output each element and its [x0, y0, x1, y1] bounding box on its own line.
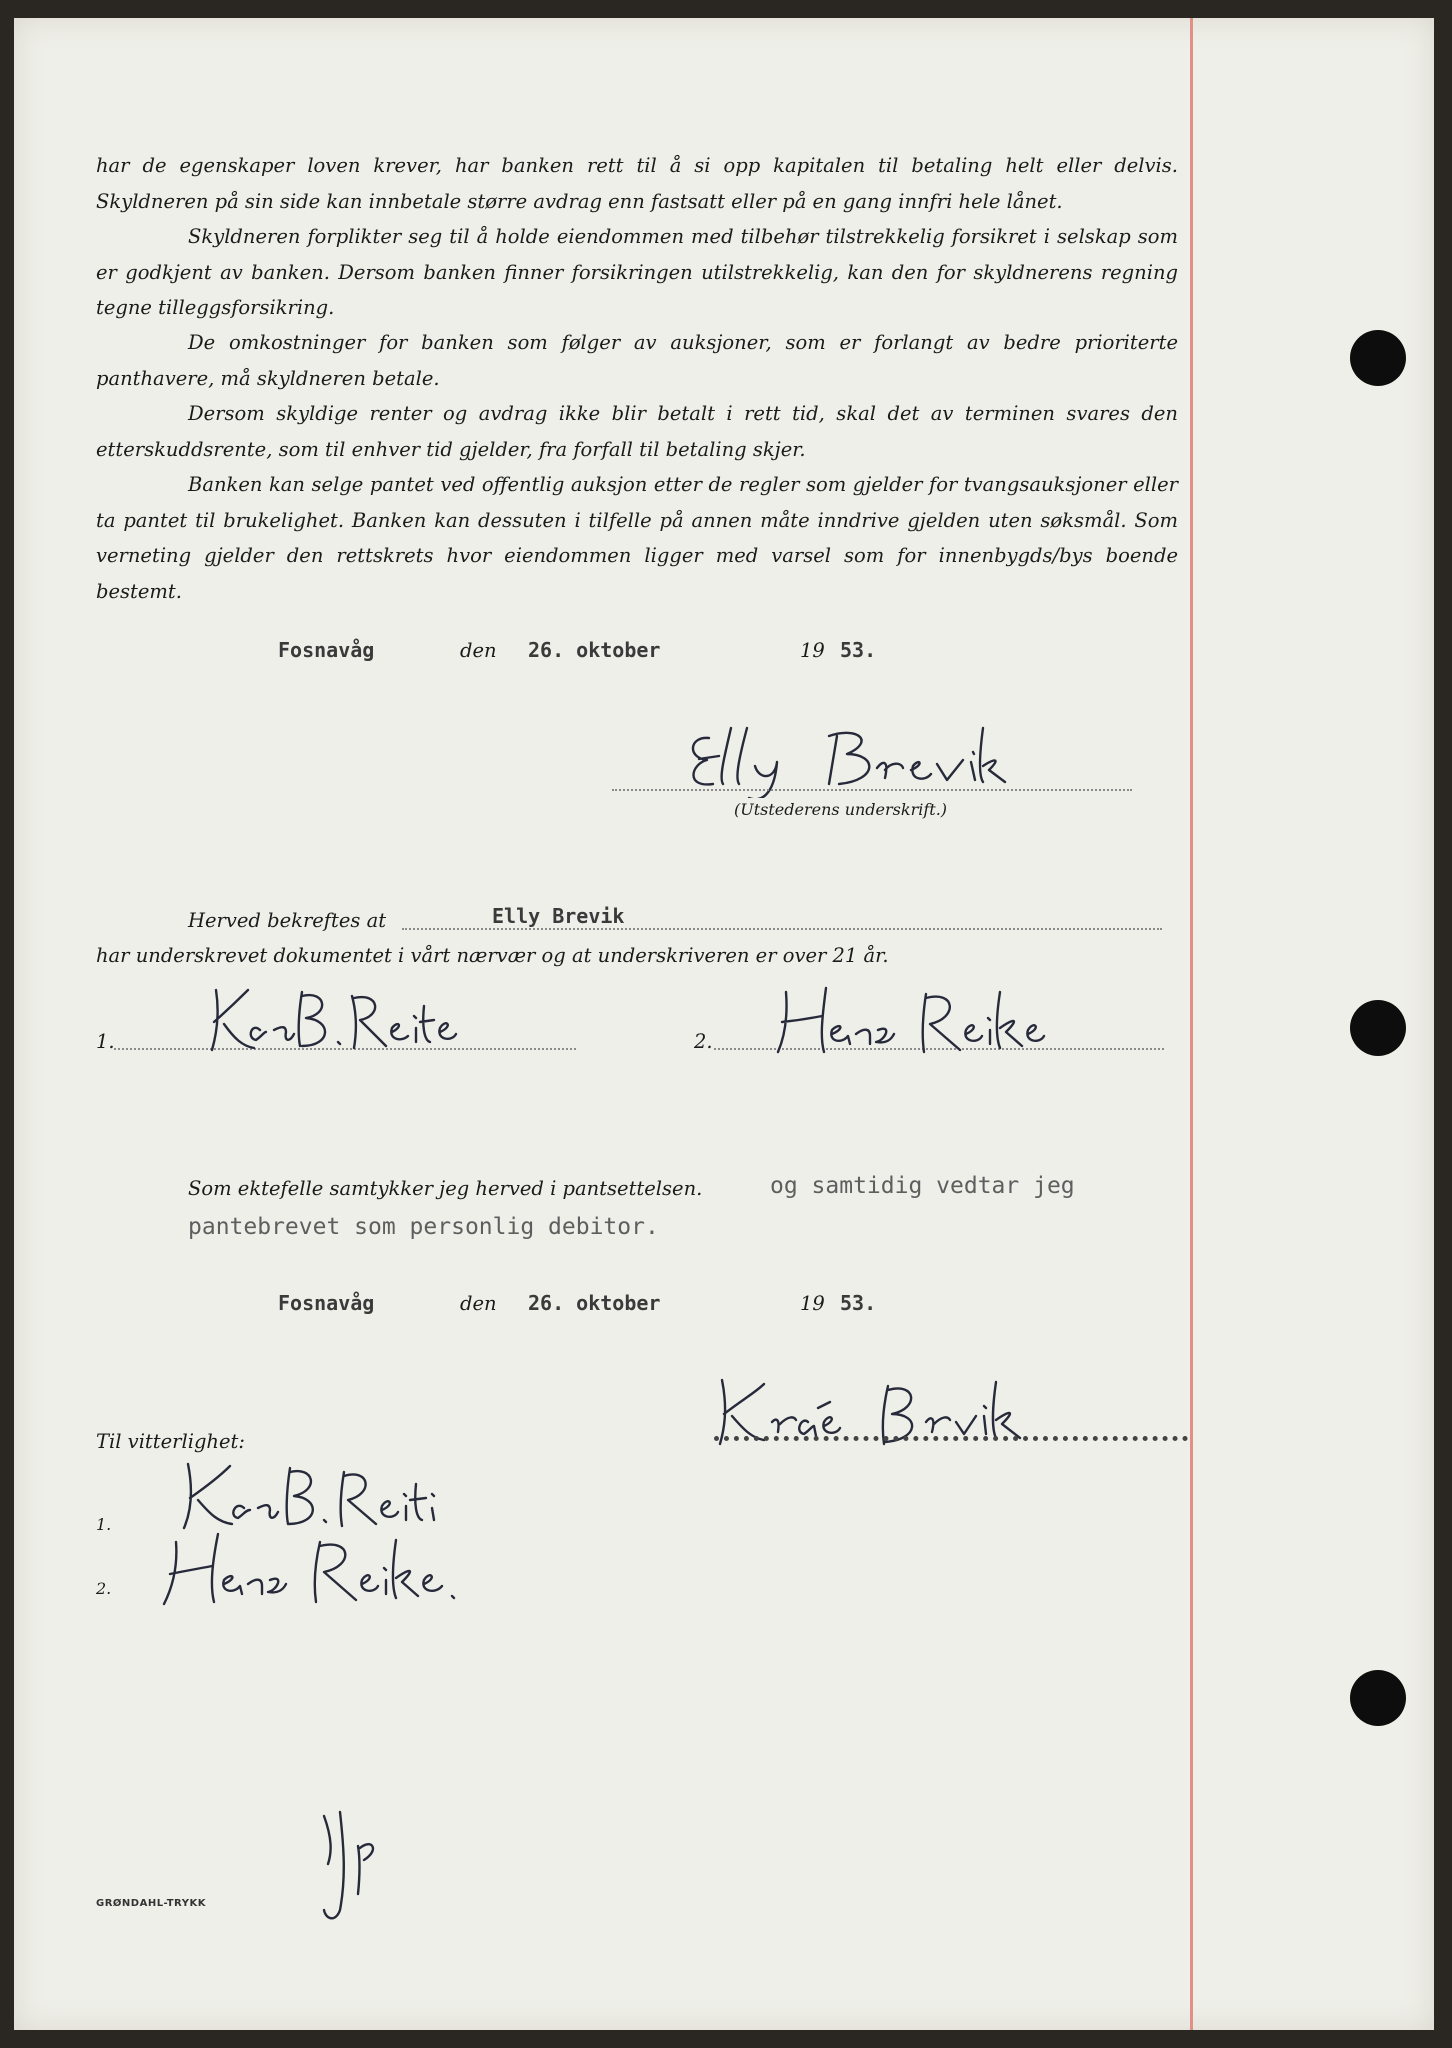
year-prefix-2: 19: [800, 1292, 825, 1315]
punch-hole: [1350, 1000, 1406, 1056]
issuer-signature: [679, 718, 1129, 798]
issuer-signature-line: [612, 789, 1132, 791]
spouse-consent-printed: Som ektefelle samtykker jeg herved i pantsettelsen.: [188, 1177, 703, 1200]
witness-2-number: 2.: [694, 1030, 713, 1053]
confirmed-name: Elly Brevik: [492, 904, 625, 928]
punch-hole: [1350, 330, 1406, 386]
date-2: 26. oktober: [528, 1291, 661, 1315]
witness-number-2: 2.: [96, 1579, 112, 1598]
initials-mark: [306, 1798, 426, 1928]
year-suffix-1: 53.: [840, 638, 877, 662]
witness-signature-2: [152, 1522, 512, 1612]
witnesses-label: Til vitterlighet:: [96, 1430, 245, 1453]
spouse-signature-line: [714, 1436, 1188, 1441]
confirmation-statement: har underskrevet dokumentet i vårt nærvær og at underskriveren er over 21 år.: [96, 944, 889, 967]
confirmation-name-line: [402, 928, 1162, 930]
issuer-signature-caption: (Utstederens underskrift.): [734, 800, 948, 819]
paragraph-costs: De omkostninger for banken som følger av auksjoner, som er forlangt av bedre prioriterte panthavere, må skyldneren betale.: [96, 331, 1178, 390]
paragraph-auction: Banken kan selge pantet ved offentlig auksjon etter de regler som gjelder for tvangsauksjoner eller ta pantet til brukelighet. Banken kan dessuten i tilfelle på annen måte inndrive gjelden uten søksmål. Som verneting gjelder den rettskrets hvor eiendommen ligger med varsel som for innenbygds/bys boende bestemt.: [96, 473, 1178, 603]
paragraph-terms: har de egenskaper loven krever, har banken rett til å si opp kapitalen til betaling helt eller delvis. Skyldneren på sin side kan innbetale større avdrag enn fastsatt eller på en gang innfri hele lånet.: [96, 154, 1178, 213]
spouse-consent-typed-1: og samtidig vedtar jeg: [770, 1173, 1075, 1199]
red-margin-line: [1190, 18, 1193, 2030]
den-label-2: den: [460, 1292, 497, 1315]
punch-hole: [1350, 1670, 1406, 1726]
den-label-1: den: [460, 639, 497, 662]
document-page: [14, 18, 1434, 2030]
year-suffix-2: 53.: [840, 1291, 877, 1315]
witness-1-signature: [202, 976, 502, 1056]
date-1: 26. oktober: [528, 638, 661, 662]
confirmation-label: Herved bekreftes at: [188, 909, 387, 932]
place-2: Fosnavåg: [278, 1291, 375, 1315]
printer-mark: GRØNDAHL-TRYKK: [96, 1898, 206, 1909]
spouse-consent-typed-2: pantebrevet som personlig debitor.: [188, 1214, 659, 1240]
witness-number-1: 1.: [96, 1515, 112, 1534]
paragraph-insurance: Skyldneren forplikter seg til å holde eiendommen med tilbehør tilstrekkelig forsikret i selskap som er godkjent av banken. Dersom banken finner forsikringen utilstrekkelig, kan den for skyldnerens regning tegne tilleggsforsikring.: [96, 225, 1178, 319]
witness-1-number: 1.: [96, 1030, 115, 1053]
place-1: Fosnavåg: [278, 638, 375, 662]
paragraph-interest: Dersom skyldige renter og avdrag ikke blir betalt i rett tid, skal det av terminen svares den etterskuddsrente, som til enhver tid gjelder, fra forfall til betaling skjer.: [96, 402, 1178, 461]
year-prefix-1: 19: [800, 639, 825, 662]
witness-2-signature: [766, 978, 1106, 1058]
